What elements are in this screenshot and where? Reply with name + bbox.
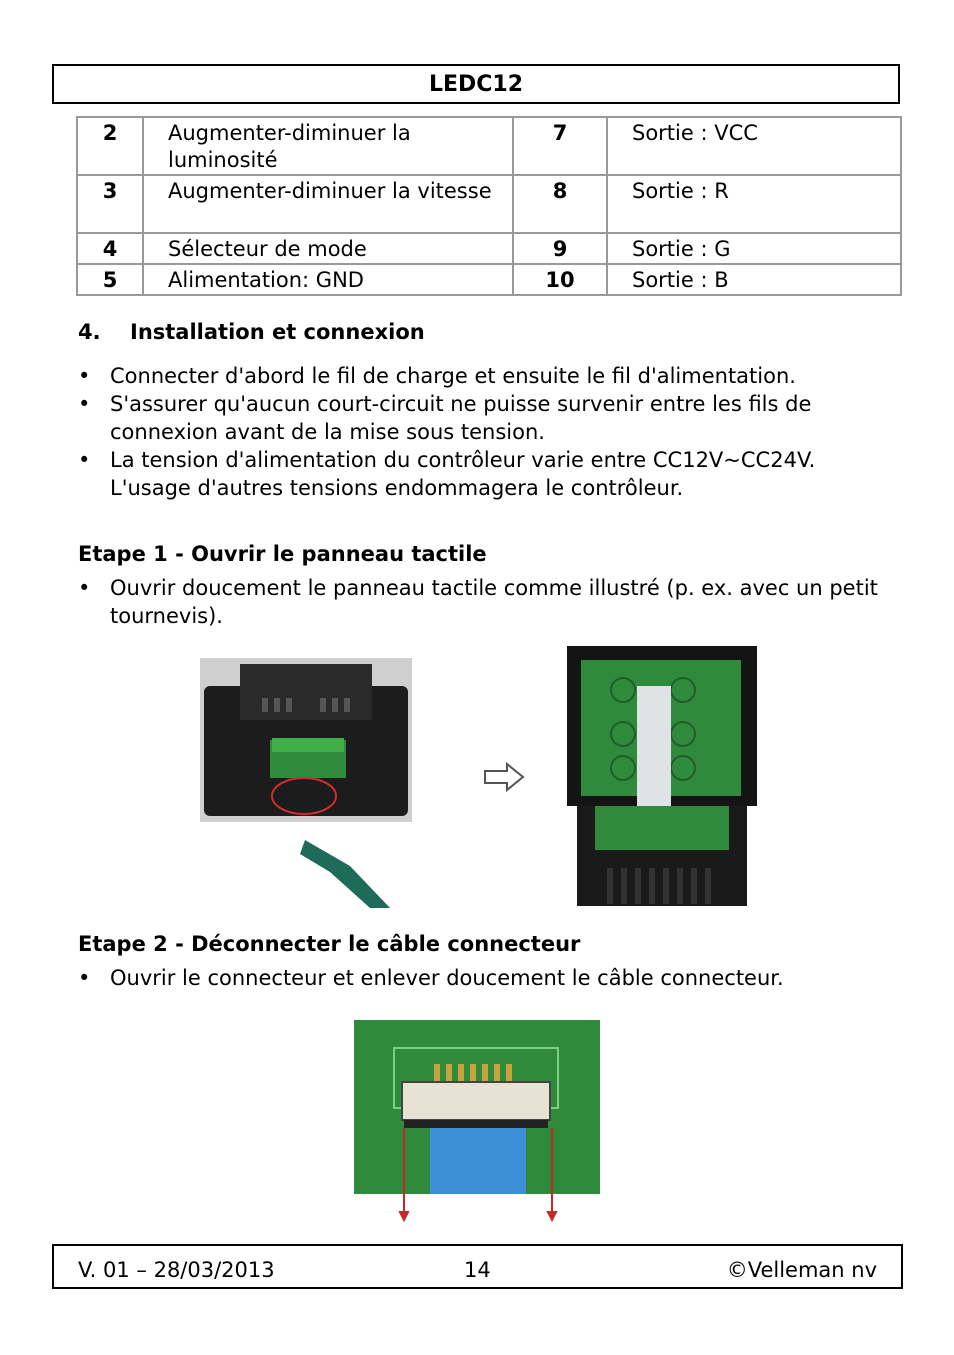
bullet-glyph: • xyxy=(78,448,91,472)
version-date: V. 01 – 28/03/2013 xyxy=(78,1258,275,1282)
copyright: ©Velleman nv xyxy=(726,1258,877,1282)
pin-number: 5 xyxy=(77,264,143,295)
section-title: Installation et connexion xyxy=(130,320,425,344)
installation-list xyxy=(78,362,888,502)
list-item xyxy=(78,574,888,630)
pin-number: 4 xyxy=(77,233,143,264)
pin-function: Sortie : G xyxy=(607,233,901,264)
table-row xyxy=(77,233,901,264)
table-row xyxy=(77,117,901,175)
list-item xyxy=(78,390,888,446)
section-heading xyxy=(78,320,425,344)
section-number: 4. xyxy=(78,320,101,344)
bullet-glyph: • xyxy=(78,576,91,600)
pin-table xyxy=(76,116,902,296)
pin-number: 3 xyxy=(77,175,143,233)
pin-function: Sélecteur de mode xyxy=(143,233,513,264)
pin-function: Alimentation: GND xyxy=(143,264,513,295)
page-number: 14 xyxy=(464,1258,491,1282)
touch-panel-open-photo xyxy=(567,646,757,918)
step-2-list xyxy=(78,964,888,992)
list-item-text: Ouvrir le connecteur et enlever doucement le câble connecteur. xyxy=(110,966,784,990)
bullet-glyph: • xyxy=(78,364,91,388)
pin-number: 10 xyxy=(513,264,607,295)
table-row xyxy=(77,175,901,233)
pin-function: Sortie : R xyxy=(607,175,901,233)
bullet-glyph: • xyxy=(78,392,91,416)
product-title: LEDC12 xyxy=(428,72,524,97)
bullet-glyph: • xyxy=(78,966,91,990)
list-item-text: La tension d'alimentation du contrôleur varie entre CC12V~CC24V. L'usage d'autres tensions endommagera le contrôleur. xyxy=(110,448,816,500)
list-item-text: S'assurer qu'aucun court-circuit ne puisse survenir entre les fils de connexion avant de la mise sous tension. xyxy=(110,392,812,444)
pin-function: Sortie : B xyxy=(607,264,901,295)
controller-open-photo xyxy=(200,658,412,910)
pin-function: Augmenter-diminuer la luminosité xyxy=(143,117,513,175)
list-item-text: Connecter d'abord le fil de charge et ensuite le fil d'alimentation. xyxy=(110,364,796,388)
pin-function: Sortie : VCC xyxy=(607,117,901,175)
connector-closeup-photo xyxy=(354,1020,602,1222)
pin-number: 2 xyxy=(77,117,143,175)
arrow-right-icon xyxy=(483,762,525,792)
step-1-list xyxy=(78,574,888,630)
page-header xyxy=(52,64,900,104)
table-row xyxy=(77,264,901,295)
step-1-heading: Etape 1 - Ouvrir le panneau tactile xyxy=(78,542,487,566)
list-item-text: Ouvrir doucement le panneau tactile comme illustré (p. ex. avec un petit tournevis). xyxy=(110,576,878,628)
list-item xyxy=(78,446,850,502)
page-footer xyxy=(52,1244,903,1289)
step-2-heading: Etape 2 - Déconnecter le câble connecteur xyxy=(78,932,581,956)
pin-number: 7 xyxy=(513,117,607,175)
pin-function: Augmenter-diminuer la vitesse xyxy=(143,175,513,233)
list-item xyxy=(78,964,888,992)
list-item xyxy=(78,362,888,390)
pin-number: 9 xyxy=(513,233,607,264)
pin-number: 8 xyxy=(513,175,607,233)
